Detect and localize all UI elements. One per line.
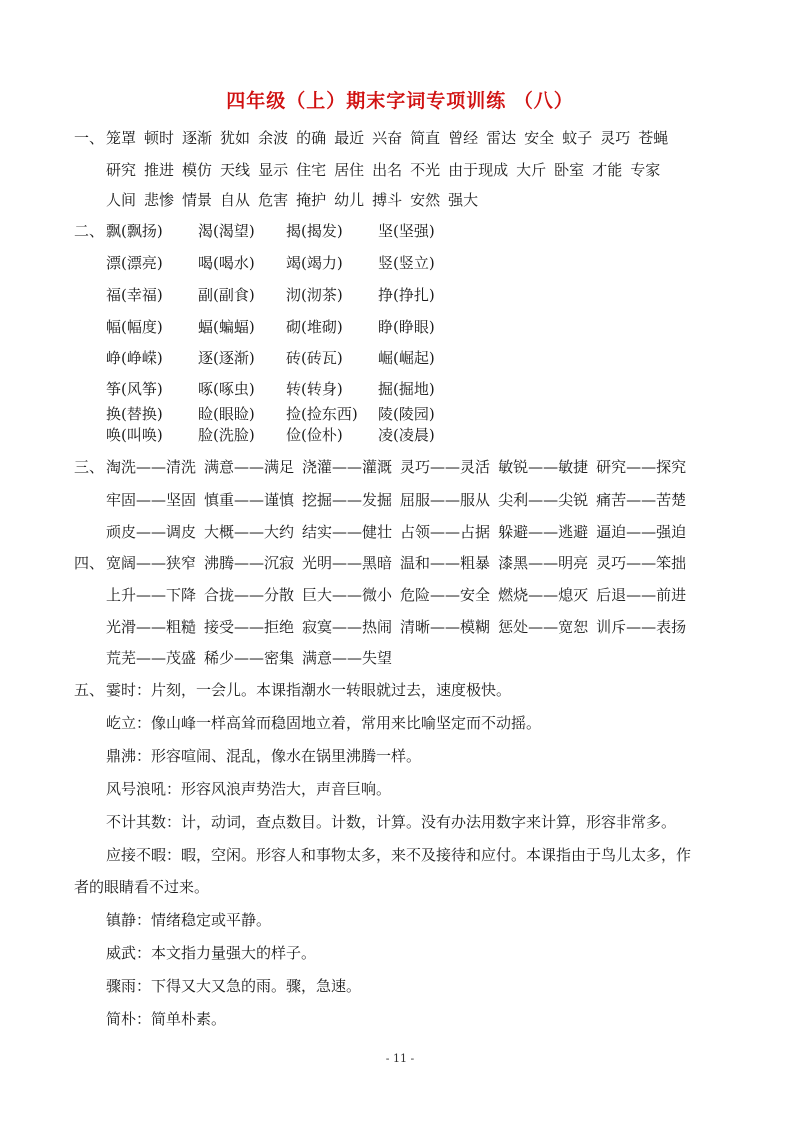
word: 不光	[410, 161, 441, 179]
antonym-pair: 荒芜——茂盛	[106, 649, 197, 667]
word: 幼儿	[334, 191, 365, 209]
section-2-row-3	[106, 317, 435, 337]
antonym-pair: 接受——拒绝	[204, 618, 295, 636]
section-3-row-2	[106, 522, 694, 542]
word: 专家	[630, 161, 661, 179]
section-number: 四、	[74, 554, 105, 572]
char-pair: 渴(渴望)	[198, 222, 255, 240]
word: 简直	[410, 129, 441, 147]
antonym-pair: 寂寞——热闹	[302, 618, 393, 636]
section-4-row-3	[106, 648, 400, 668]
word: 雷达	[486, 129, 517, 147]
antonym-pair: 满意——失望	[302, 649, 393, 667]
char-pair: 睑(眼睑)	[198, 405, 255, 423]
synonym-pair: 逼迫——强迫	[596, 523, 687, 541]
page-number: - 11 -	[385, 1052, 415, 1065]
word: 灵巧	[600, 129, 631, 147]
char-pair: 砌(堆砌)	[286, 318, 343, 336]
section-3-row-0	[74, 457, 694, 477]
section-2-row-2	[106, 285, 435, 305]
synonym-pair: 慎重——谨慎	[204, 491, 295, 509]
section-1-row-0	[74, 128, 676, 148]
char-pair: 沏(沏茶)	[286, 286, 343, 304]
antonym-pair: 漆黑——明亮	[498, 554, 589, 572]
word: 才能	[592, 161, 623, 179]
char-pair: 竭(竭力)	[286, 254, 343, 272]
synonym-pair: 躲避——逃避	[498, 523, 589, 541]
synonym-pair: 占领——占据	[400, 523, 491, 541]
word: 显示	[258, 161, 289, 179]
section-2-row-1	[106, 253, 435, 273]
synonym-pair: 敏锐——敏捷	[498, 458, 589, 476]
synonym-pair: 满意——满足	[204, 458, 295, 476]
synonym-pair: 淘洗——清洗	[106, 458, 197, 476]
word: 余波	[258, 129, 289, 147]
section-2-row-4	[106, 348, 435, 368]
char-pair: 换(替换)	[106, 405, 163, 423]
word: 的确	[296, 129, 327, 147]
char-pair: 揭(揭发)	[286, 222, 343, 240]
word: 苍蝇	[638, 129, 669, 147]
synonym-pair: 痛苦——苦楚	[596, 491, 687, 509]
char-pair: 砖(砖瓦)	[286, 349, 343, 367]
char-pair: 崛(崛起)	[378, 349, 435, 367]
char-pair: 福(幸福)	[106, 286, 163, 304]
char-pair: 飘(飘扬)	[106, 222, 163, 240]
synonym-pair: 尖利——尖锐	[498, 491, 589, 509]
antonym-pair: 惩处——宽恕	[498, 618, 589, 636]
word: 住宅	[296, 161, 327, 179]
word: 出名	[372, 161, 403, 179]
synonym-pair: 灵巧——灵活	[400, 458, 491, 476]
synonym-pair: 研究——探究	[596, 458, 687, 476]
antonym-pair: 稀少——密集	[204, 649, 295, 667]
synonym-pair: 浇灌——灌溉	[302, 458, 393, 476]
definition: 鼎沸：形容喧闹、混乱，像水在锅里沸腾一样。	[106, 747, 422, 765]
section-number: 二、	[74, 222, 105, 240]
definition: 威武：本文指力量强大的样子。	[106, 944, 317, 962]
antonym-pair: 温和——粗暴	[400, 554, 491, 572]
char-pair: 睁(睁眼)	[378, 318, 435, 336]
definition: 风号浪吼：形容风浪声势浩大，声音巨响。	[106, 780, 392, 798]
synonym-pair: 屈服——服从	[400, 491, 491, 509]
definition: 应接不暇：暇，空闲。形容人和事物太多，来不及接待和应付。本课指由于鸟儿太多，作	[106, 846, 692, 864]
antonym-pair: 训斥——表扬	[596, 618, 687, 636]
antonym-pair: 上升——下降	[106, 586, 197, 604]
word: 顿时	[144, 129, 175, 147]
word: 人间	[106, 191, 137, 209]
section-4-row-1	[106, 585, 694, 605]
word: 研究	[106, 161, 137, 179]
section-2-row-6	[106, 404, 435, 424]
section-4-row-0	[74, 553, 694, 573]
antonym-pair: 后退——前进	[596, 586, 687, 604]
char-pair: 掘(掘地)	[378, 380, 435, 398]
char-pair: 挣(挣扎)	[378, 286, 435, 304]
char-pair: 蝠(蝙蝠)	[198, 318, 255, 336]
antonym-pair: 危险——安全	[400, 586, 491, 604]
char-pair: 转(转身)	[286, 380, 343, 398]
word: 居住	[334, 161, 365, 179]
char-pair: 筝(风筝)	[106, 380, 163, 398]
word: 悲惨	[144, 191, 175, 209]
char-pair: 峥(峥嵘)	[106, 349, 163, 367]
word: 安然	[410, 191, 441, 209]
char-pair: 逐(逐渐)	[198, 349, 255, 367]
char-pair: 坚(坚强)	[378, 222, 435, 240]
definition: 屹立：像山峰一样高耸而稳固地立着，常用来比喻坚定而不动摇。	[106, 714, 542, 732]
char-pair: 漂(漂亮)	[106, 254, 163, 272]
word: 危害	[258, 191, 289, 209]
char-pair: 竖(竖立)	[378, 254, 435, 272]
definition: 骤雨：下得又大又急的雨。骤，急速。	[106, 977, 362, 995]
section-1-row-1	[106, 160, 668, 180]
char-pair: 陵(陵园)	[378, 405, 435, 423]
word: 情景	[182, 191, 213, 209]
word: 大斤	[516, 161, 547, 179]
antonym-pair: 燃烧——熄灭	[498, 586, 589, 604]
word: 搏斗	[372, 191, 403, 209]
word: 曾经	[448, 129, 479, 147]
char-pair: 唤(叫唤)	[106, 426, 163, 444]
antonym-pair: 合拢——分散	[204, 586, 295, 604]
char-pair: 脸(洗脸)	[198, 426, 255, 444]
section-3-row-1	[106, 490, 694, 510]
word: 安全	[524, 129, 555, 147]
word: 自从	[220, 191, 251, 209]
word: 由于现成	[448, 161, 509, 179]
char-pair: 俭(俭朴)	[286, 426, 343, 444]
synonym-pair: 牢固——坚固	[106, 491, 197, 509]
section-2-row-0	[74, 221, 435, 241]
char-pair: 啄(啄虫)	[198, 380, 255, 398]
char-pair: 凌(凌晨)	[378, 426, 435, 444]
definition-continuation: 者的眼睛看不过来。	[74, 878, 210, 896]
word: 推进	[144, 161, 175, 179]
synonym-pair: 结实——健壮	[302, 523, 393, 541]
page-title: 四年级（上）期末字词专项训练 （八）	[226, 90, 574, 112]
antonym-pair: 清晰——模糊	[400, 618, 491, 636]
antonym-pair: 宽阔——狭窄	[106, 554, 197, 572]
word: 卧室	[554, 161, 585, 179]
word: 最近	[334, 129, 365, 147]
word: 模仿	[182, 161, 213, 179]
section-number: 一、	[74, 129, 105, 147]
word: 逐渐	[182, 129, 213, 147]
synonym-pair: 顽皮——调皮	[106, 523, 197, 541]
word: 掩护	[296, 191, 327, 209]
definition: 不计其数：计，动词，查点数目。计数，计算。没有办法用数字来计算，形容非常多。	[106, 813, 677, 831]
char-pair: 幅(幅度)	[106, 318, 163, 336]
word: 天线	[220, 161, 251, 179]
word: 犹如	[220, 129, 251, 147]
word: 蚊子	[562, 129, 593, 147]
section-5-entry-0	[74, 680, 511, 700]
char-pair: 捡(捡东西)	[286, 405, 358, 423]
char-pair: 副(副食)	[198, 286, 255, 304]
antonym-pair: 沸腾——沉寂	[204, 554, 295, 572]
word: 兴奋	[372, 129, 403, 147]
section-4-row-2	[106, 617, 694, 637]
char-pair: 喝(喝水)	[198, 254, 255, 272]
section-number: 五、	[74, 681, 105, 699]
antonym-pair: 光滑——粗糙	[106, 618, 197, 636]
section-2-row-5	[106, 379, 435, 399]
antonym-pair: 光明——黑暗	[302, 554, 393, 572]
definition: 霎时：片刻，一会儿。本课指潮水一转眼就过去，速度极快。	[106, 681, 512, 699]
synonym-pair: 挖掘——发掘	[302, 491, 393, 509]
antonym-pair: 巨大——微小	[302, 586, 393, 604]
word: 强大	[448, 191, 479, 209]
definition: 简朴：简单朴素。	[106, 1010, 227, 1028]
word: 笼罩	[106, 129, 137, 147]
definition: 镇静：情绪稳定或平静。	[106, 911, 272, 929]
section-1-row-2	[106, 190, 486, 210]
synonym-pair: 大概——大约	[204, 523, 295, 541]
section-2-row-7	[106, 425, 435, 445]
antonym-pair: 灵巧——笨拙	[596, 554, 687, 572]
section-number: 三、	[74, 458, 105, 476]
